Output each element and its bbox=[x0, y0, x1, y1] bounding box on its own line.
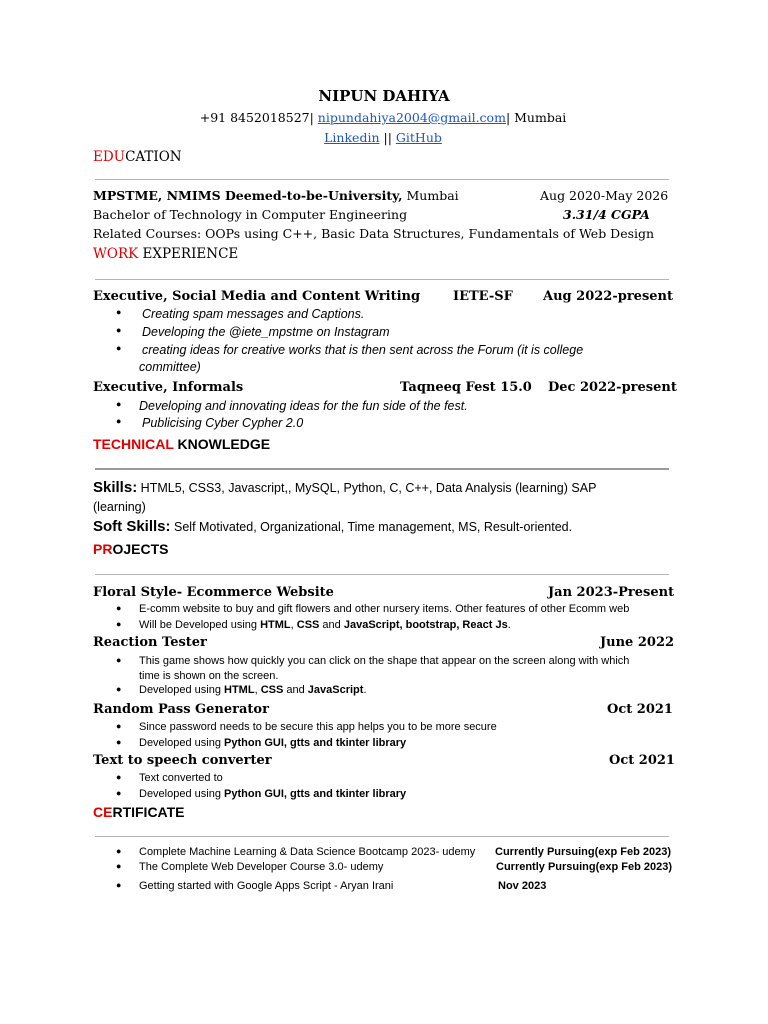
project-date: Jan 2023-Present bbox=[548, 585, 675, 600]
skills-line bbox=[93, 479, 596, 496]
technical-heading: TECHNICAL KNOWLEDGE bbox=[93, 436, 271, 452]
profile-links bbox=[0, 130, 766, 145]
degree: Bachelor of Technology in Computer Engineering bbox=[93, 207, 408, 222]
github-link[interactable]: GitHub bbox=[395, 130, 442, 145]
job-dates: Aug 2022-present bbox=[543, 289, 673, 304]
skills-continuation: (learning) bbox=[93, 500, 146, 514]
education-heading: EDUCATION bbox=[93, 149, 182, 165]
section-divider bbox=[95, 836, 669, 837]
skills-list: HTML5, CSS3, Javascript,, MySQL, Python, C, C++, Data Analysis (learning) SAP bbox=[140, 481, 597, 495]
job-org: Taqneeq Fest 15.0 bbox=[400, 380, 532, 395]
soft-skills-label: Soft Skills: bbox=[93, 518, 171, 535]
project-title: Text to speech converter bbox=[93, 753, 272, 768]
soft-skills-list: Self Motivated, Organizational, Time management, MS, Result-oriented. bbox=[174, 520, 573, 534]
certificate-heading: CERTIFICATE bbox=[93, 804, 185, 820]
certificate-status: Currently Pursuing(exp Feb 2023) bbox=[495, 846, 672, 858]
section-divider bbox=[95, 179, 669, 180]
project-title: Random Pass Generator bbox=[93, 702, 269, 717]
location: | Mumbai bbox=[505, 110, 567, 125]
project-date: Oct 2021 bbox=[607, 702, 673, 717]
job-org: IETE-SF bbox=[453, 289, 513, 304]
candidate-name: NIPUN DAHIYA bbox=[318, 87, 450, 105]
work-heading: WORK EXPERIENCE bbox=[93, 246, 239, 262]
contact-line bbox=[0, 110, 766, 125]
certificate-status: Currently Pursuing(exp Feb 2023) bbox=[496, 861, 673, 873]
soft-skills-line bbox=[93, 518, 572, 535]
list-item-continuation: time is shown on the screen. bbox=[139, 670, 279, 682]
project-date: Oct 2021 bbox=[609, 753, 675, 768]
project-title: Reaction Tester bbox=[93, 635, 207, 650]
linkedin-link[interactable]: Linkedin bbox=[324, 130, 380, 145]
list-item-continuation: committee) bbox=[139, 360, 201, 374]
link-separator: || bbox=[383, 130, 392, 145]
project-date: June 2022 bbox=[600, 635, 675, 650]
related-courses: Related Courses: OOPs using C++, Basic Data Structures, Fundamentals of Web Design bbox=[93, 226, 655, 241]
education-dates: Aug 2020-May 2026 bbox=[540, 188, 669, 203]
school: MPSTME, NMIMS Deemed-to-be-University, Mumbai bbox=[93, 188, 459, 203]
job-role: Executive, Social Media and Content Writing bbox=[93, 289, 421, 304]
section-divider bbox=[95, 574, 669, 575]
projects-heading: PROJECTS bbox=[93, 541, 169, 557]
project-title: Floral Style- Ecommerce Website bbox=[93, 585, 334, 600]
certificate-status: Nov 2023 bbox=[498, 880, 547, 892]
job-dates: Dec 2022-present bbox=[548, 380, 677, 395]
cgpa: 3.31/4 CGPA bbox=[563, 207, 650, 222]
certificate-name: The Complete Web Developer Course 3.0- udemy bbox=[139, 861, 384, 873]
certificate-name: Getting started with Google Apps Script - Aryan Irani bbox=[139, 880, 394, 892]
section-divider bbox=[95, 468, 669, 470]
certificate-name: Complete Machine Learning & Data Science Bootcamp 2023- udemy bbox=[139, 846, 476, 858]
phone: +91 8452018527| bbox=[199, 110, 314, 125]
skills-label: Skills: bbox=[93, 479, 138, 496]
job-role: Executive, Informals bbox=[93, 380, 244, 395]
section-divider bbox=[95, 279, 669, 280]
email-link[interactable]: nipundahiya2004@gmail.com bbox=[317, 110, 506, 125]
